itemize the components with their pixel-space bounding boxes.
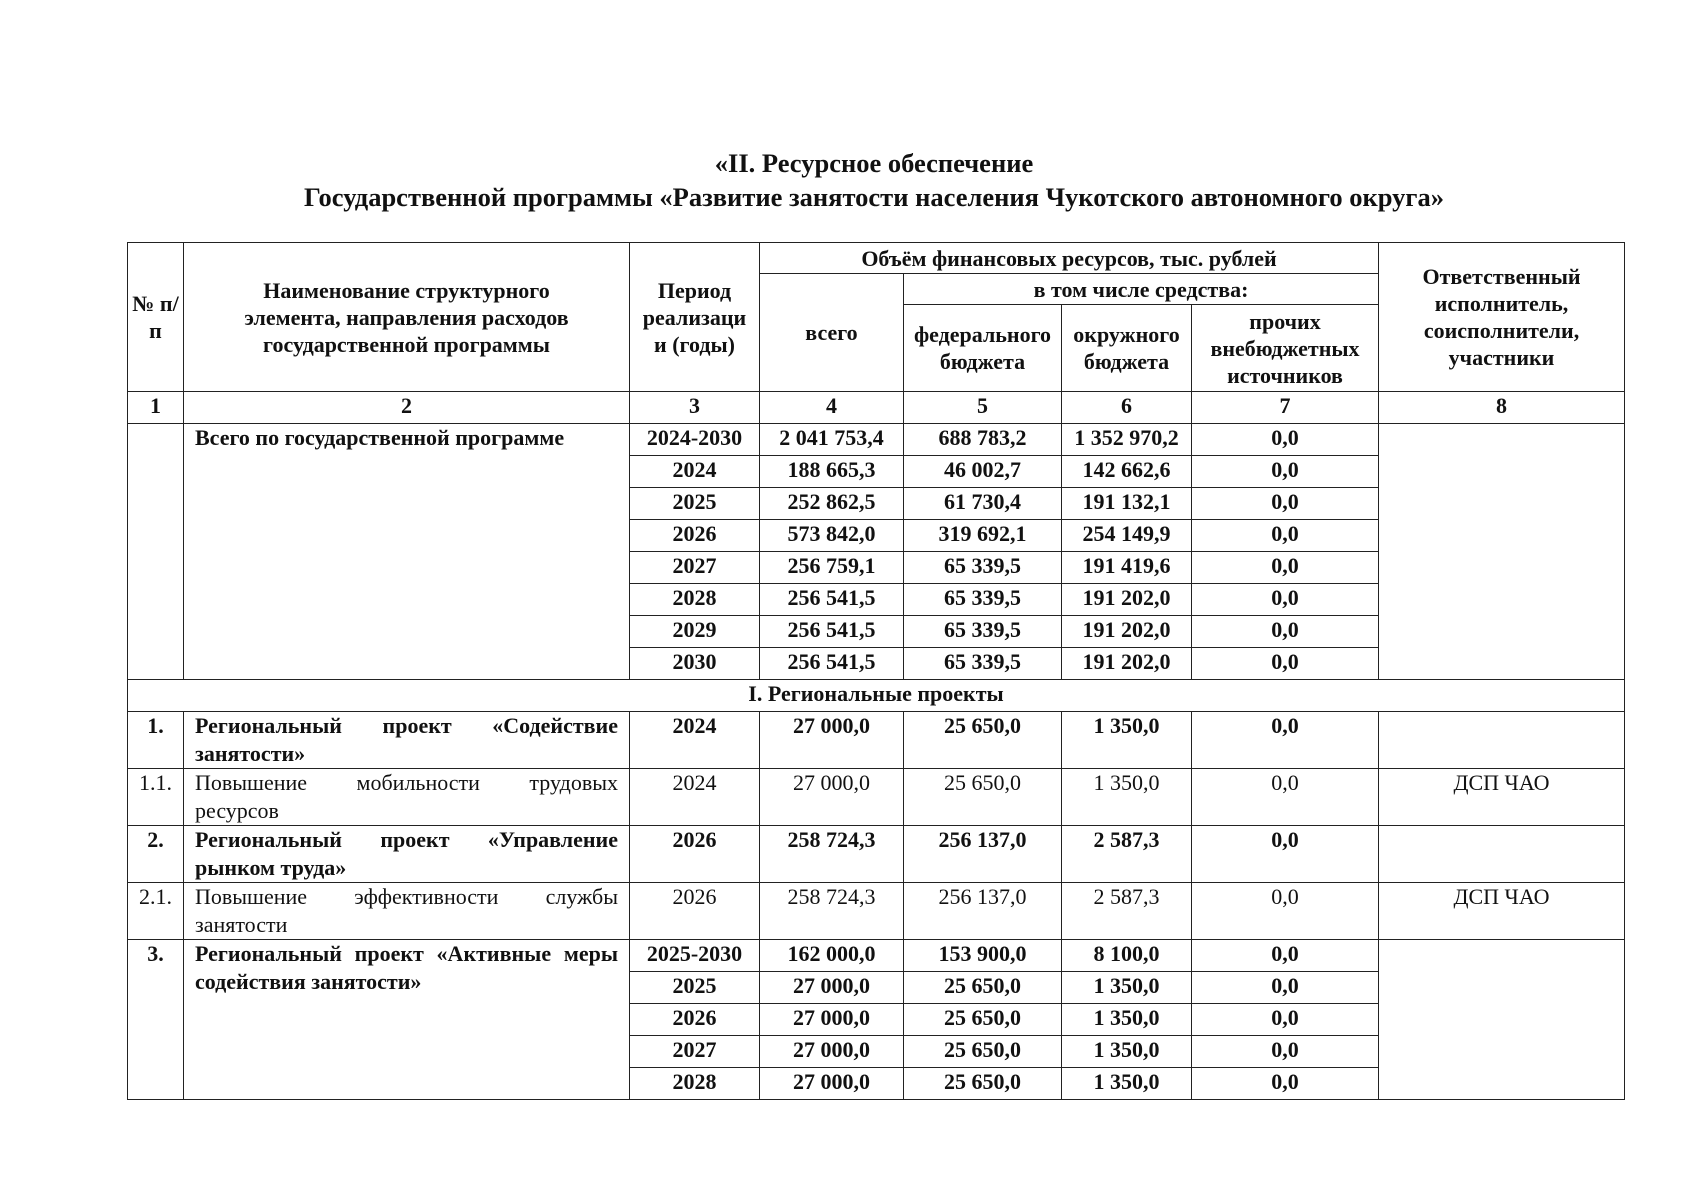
cell-other: 0,0 — [1192, 972, 1379, 1004]
cell-federal: 25 650,0 — [904, 1036, 1062, 1068]
cell-district: 2 587,3 — [1062, 826, 1192, 883]
cell-district: 1 350,0 — [1062, 712, 1192, 769]
cell-federal: 25 650,0 — [904, 1068, 1062, 1100]
cell-other: 0,0 — [1192, 456, 1379, 488]
cell-district: 1 350,0 — [1062, 1036, 1192, 1068]
cell-federal: 46 002,7 — [904, 456, 1062, 488]
cell-num: 3. — [128, 940, 184, 1100]
cell-district: 1 350,0 — [1062, 1068, 1192, 1100]
cell-district: 142 662,6 — [1062, 456, 1192, 488]
cell-other: 0,0 — [1192, 826, 1379, 883]
cell-other: 0,0 — [1192, 424, 1379, 456]
cell-period: 2025-2030 — [630, 940, 760, 972]
cell-district: 1 350,0 — [1062, 769, 1192, 826]
cell-federal: 256 137,0 — [904, 826, 1062, 883]
cell-other: 0,0 — [1192, 488, 1379, 520]
cell-num: 2. — [128, 826, 184, 883]
column-number: 8 — [1379, 392, 1625, 424]
table-row — [128, 712, 1625, 769]
cell-total: 2 041 753,4 — [760, 424, 904, 456]
header-num: № п/п — [128, 243, 184, 392]
cell-total: 256 541,5 — [760, 616, 904, 648]
cell-district: 191 202,0 — [1062, 616, 1192, 648]
cell-district: 1 352 970,2 — [1062, 424, 1192, 456]
cell-federal: 65 339,5 — [904, 616, 1062, 648]
cell-total: 252 862,5 — [760, 488, 904, 520]
cell-responsible — [1379, 712, 1625, 769]
cell-other: 0,0 — [1192, 1004, 1379, 1036]
table-row — [128, 826, 1625, 883]
cell-name: Региональный проект «Содействие занятости» — [184, 712, 630, 769]
column-number: 5 — [904, 392, 1062, 424]
cell-period: 2026 — [630, 1004, 760, 1036]
cell-district: 1 350,0 — [1062, 972, 1192, 1004]
cell-other: 0,0 — [1192, 616, 1379, 648]
table-row — [128, 769, 1625, 826]
cell-period: 2026 — [630, 520, 760, 552]
cell-num: 1.1. — [128, 769, 184, 826]
cell-responsible: ДСП ЧАО — [1379, 883, 1625, 940]
cell-total: 162 000,0 — [760, 940, 904, 972]
header-volume: Объём финансовых ресурсов, тыс. рублей — [760, 243, 1379, 274]
cell-num: 1. — [128, 712, 184, 769]
cell-period: 2024 — [630, 712, 760, 769]
header-name: Наименование структурного элемента, направления расходов государственной программы — [184, 243, 630, 392]
cell-name: Повышение эффективности службы занятости — [184, 883, 630, 940]
column-number: 7 — [1192, 392, 1379, 424]
cell-other: 0,0 — [1192, 769, 1379, 826]
table-row — [128, 424, 1625, 456]
cell-other: 0,0 — [1192, 552, 1379, 584]
cell-federal: 319 692,1 — [904, 520, 1062, 552]
cell-responsible — [1379, 424, 1625, 680]
cell-federal: 25 650,0 — [904, 972, 1062, 1004]
cell-federal: 61 730,4 — [904, 488, 1062, 520]
cell-other: 0,0 — [1192, 1036, 1379, 1068]
cell-responsible: ДСП ЧАО — [1379, 769, 1625, 826]
column-number: 6 — [1062, 392, 1192, 424]
cell-district: 191 132,1 — [1062, 488, 1192, 520]
cell-federal: 688 783,2 — [904, 424, 1062, 456]
cell-total: 27 000,0 — [760, 1004, 904, 1036]
cell-district: 8 100,0 — [1062, 940, 1192, 972]
column-number: 2 — [184, 392, 630, 424]
cell-district: 191 202,0 — [1062, 648, 1192, 680]
cell-period: 2025 — [630, 972, 760, 1004]
cell-period: 2029 — [630, 616, 760, 648]
cell-total: 256 541,5 — [760, 648, 904, 680]
cell-district: 2 587,3 — [1062, 883, 1192, 940]
cell-federal: 65 339,5 — [904, 648, 1062, 680]
cell-district: 191 202,0 — [1062, 584, 1192, 616]
cell-total: 256 759,1 — [760, 552, 904, 584]
column-number: 3 — [630, 392, 760, 424]
cell-total: 258 724,3 — [760, 883, 904, 940]
cell-period: 2027 — [630, 1036, 760, 1068]
cell-period: 2030 — [630, 648, 760, 680]
cell-total: 27 000,0 — [760, 972, 904, 1004]
table-row — [128, 883, 1625, 940]
cell-federal: 65 339,5 — [904, 584, 1062, 616]
cell-federal: 25 650,0 — [904, 1004, 1062, 1036]
cell-period: 2026 — [630, 826, 760, 883]
cell-other: 0,0 — [1192, 883, 1379, 940]
cell-other: 0,0 — [1192, 520, 1379, 552]
cell-responsible — [1379, 826, 1625, 883]
cell-period: 2028 — [630, 584, 760, 616]
title-line-2: Государственной программы «Развитие занятости населения Чукотского автономного округа» — [304, 182, 1444, 212]
cell-name: Региональный проект «Управление рынком труда» — [184, 826, 630, 883]
header-including: в том числе средства: — [904, 274, 1379, 305]
table-row — [128, 940, 1625, 972]
cell-name: Повышение мобильности трудовых ресурсов — [184, 769, 630, 826]
cell-federal: 25 650,0 — [904, 712, 1062, 769]
cell-other: 0,0 — [1192, 940, 1379, 972]
cell-period: 2026 — [630, 883, 760, 940]
cell-district: 191 419,6 — [1062, 552, 1192, 584]
header-district: окружного бюджета — [1062, 305, 1192, 392]
section-title: I. Региональные проекты — [128, 680, 1625, 712]
column-number: 4 — [760, 392, 904, 424]
cell-other: 0,0 — [1192, 1068, 1379, 1100]
cell-district: 254 149,9 — [1062, 520, 1192, 552]
cell-period: 2028 — [630, 1068, 760, 1100]
cell-total: 573 842,0 — [760, 520, 904, 552]
cell-federal: 25 650,0 — [904, 769, 1062, 826]
cell-num — [128, 424, 184, 680]
header-total: всего — [760, 274, 904, 392]
cell-total: 27 000,0 — [760, 769, 904, 826]
header-federal: федерального бюджета — [904, 305, 1062, 392]
column-number: 1 — [128, 392, 184, 424]
cell-period: 2024 — [630, 456, 760, 488]
cell-period: 2025 — [630, 488, 760, 520]
cell-total: 27 000,0 — [760, 1068, 904, 1100]
header-period: Период реализаци и (годы) — [630, 243, 760, 392]
header-responsible: Ответственный исполнитель, соисполнители, участники — [1379, 243, 1625, 392]
cell-period: 2027 — [630, 552, 760, 584]
cell-num: 2.1. — [128, 883, 184, 940]
resource-table — [127, 242, 1625, 1100]
cell-total: 258 724,3 — [760, 826, 904, 883]
cell-total: 256 541,5 — [760, 584, 904, 616]
cell-federal: 65 339,5 — [904, 552, 1062, 584]
cell-other: 0,0 — [1192, 584, 1379, 616]
cell-other: 0,0 — [1192, 648, 1379, 680]
cell-total: 27 000,0 — [760, 712, 904, 769]
cell-period: 2024 — [630, 769, 760, 826]
cell-total: 27 000,0 — [760, 1036, 904, 1068]
cell-responsible — [1379, 940, 1625, 1100]
cell-other: 0,0 — [1192, 712, 1379, 769]
document-title — [0, 146, 1698, 214]
cell-district: 1 350,0 — [1062, 1004, 1192, 1036]
section-row — [128, 680, 1625, 712]
title-line-1: «II. Ресурсное обеспечение — [714, 148, 1034, 178]
cell-name: Всего по государственной программе — [184, 424, 630, 680]
cell-federal: 256 137,0 — [904, 883, 1062, 940]
cell-federal: 153 900,0 — [904, 940, 1062, 972]
cell-name: Региональный проект «Активные меры содействия занятости» — [184, 940, 630, 1100]
header-other: прочих внебюджетных источников — [1192, 305, 1379, 392]
cell-period: 2024-2030 — [630, 424, 760, 456]
cell-total: 188 665,3 — [760, 456, 904, 488]
